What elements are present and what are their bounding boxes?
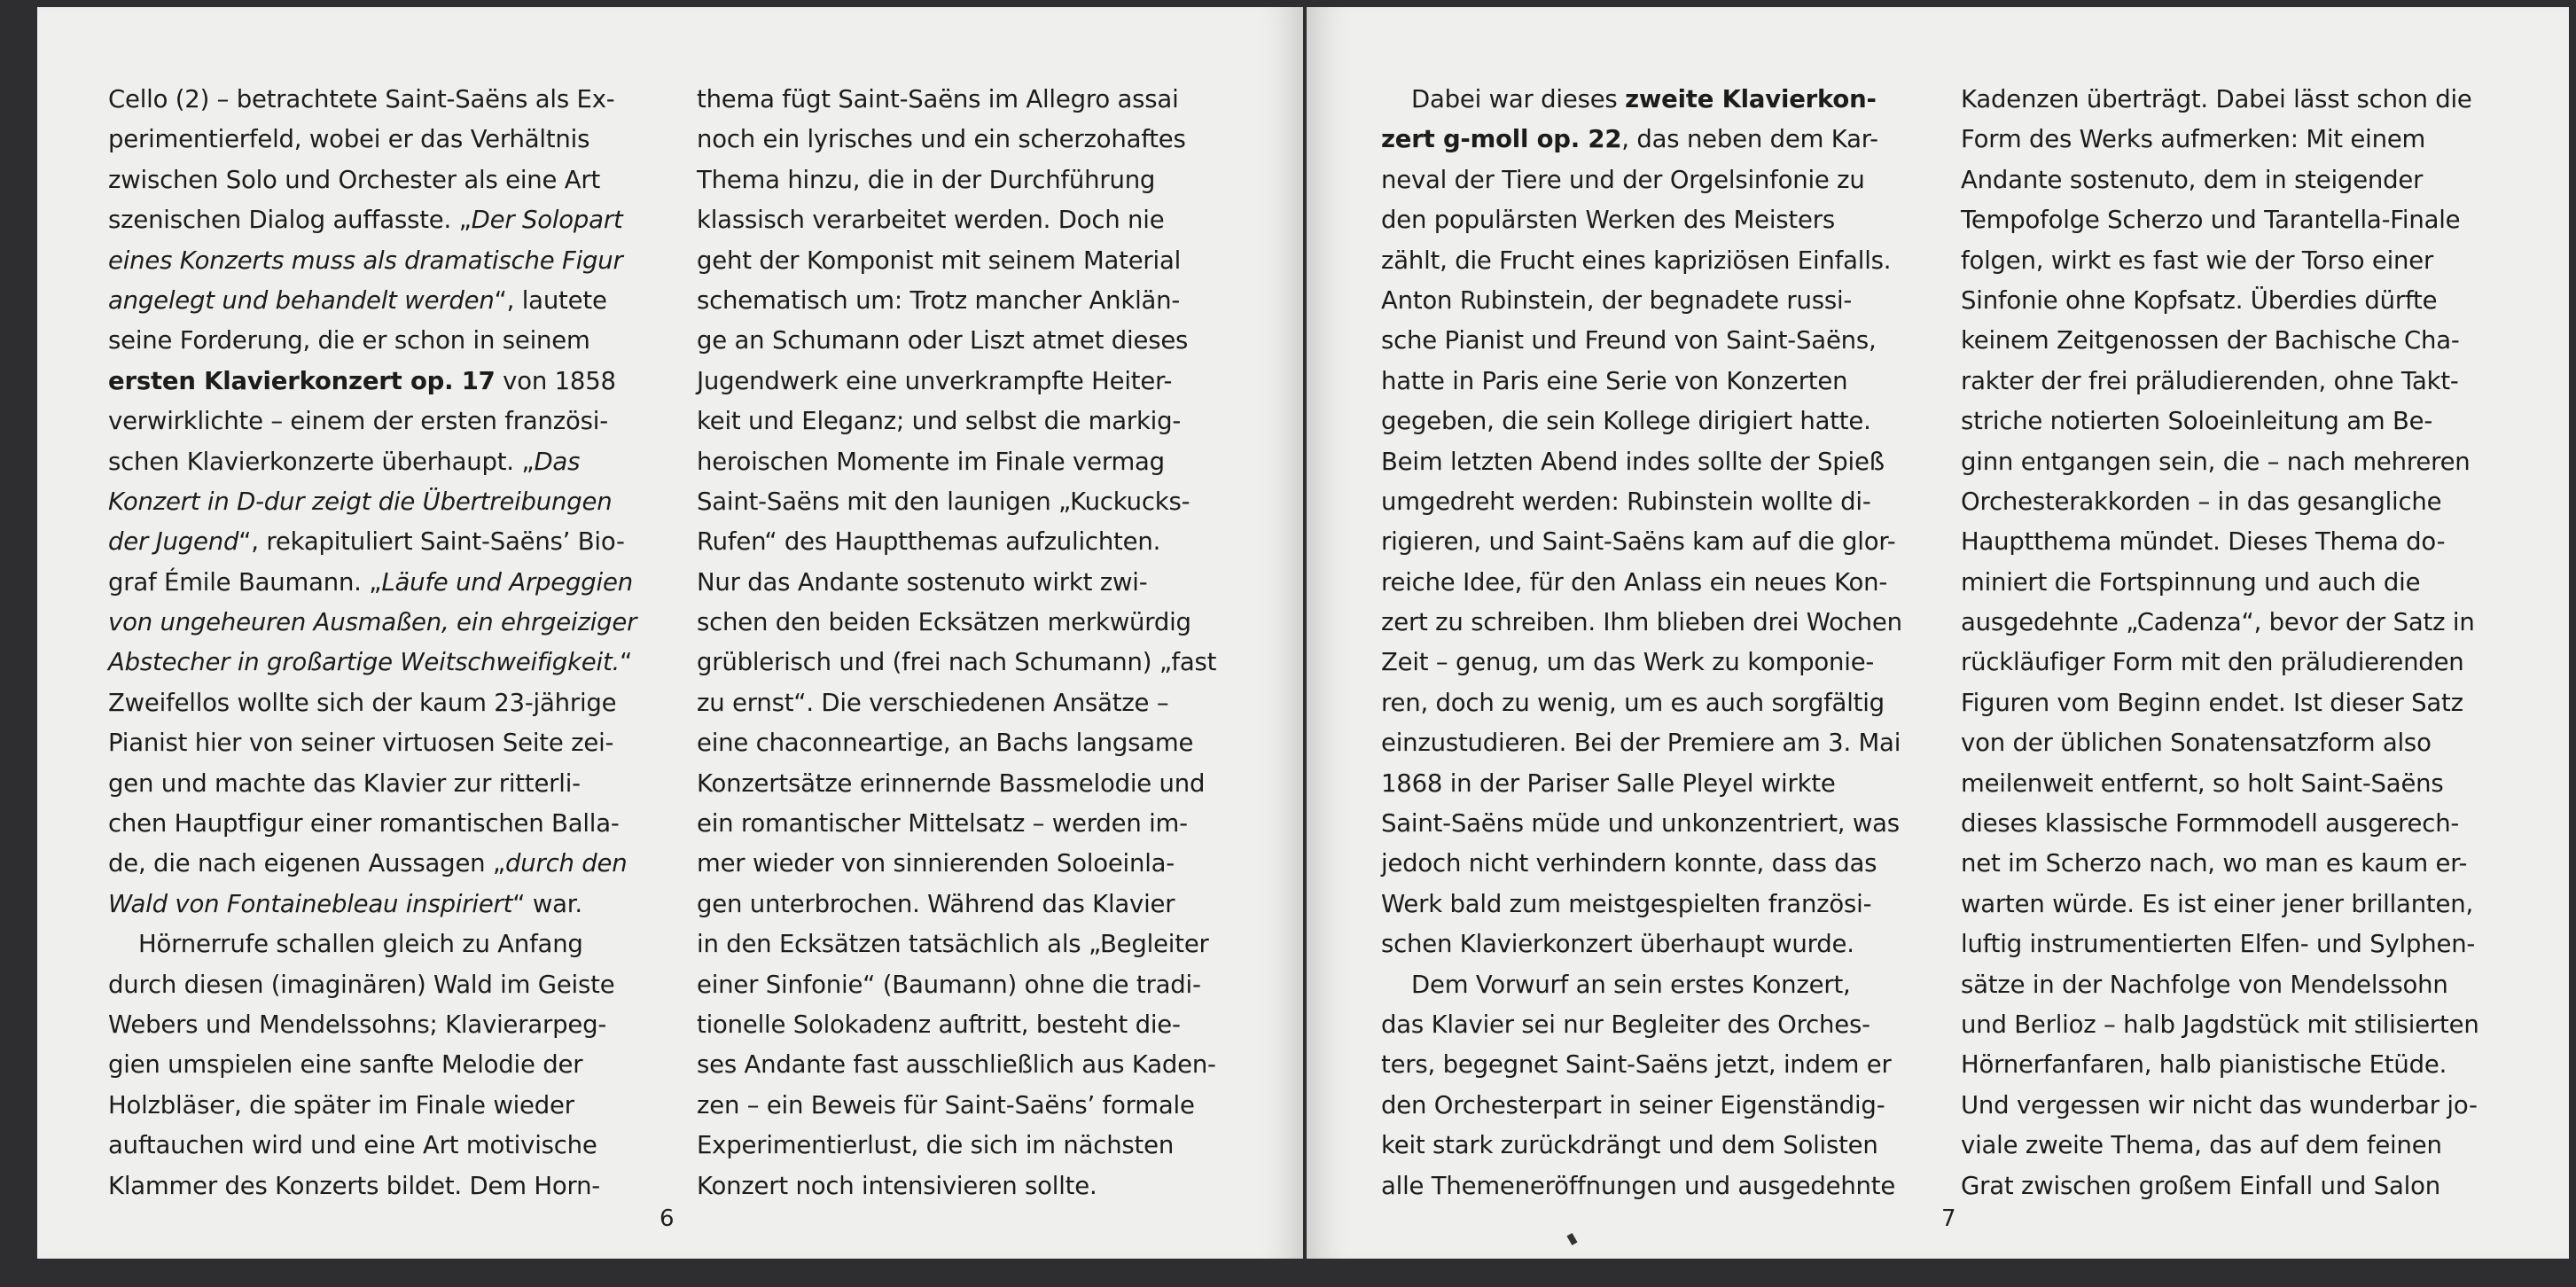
text-line: net im Scherzo nach, wo man es kaum er- bbox=[1961, 849, 2468, 878]
text-line: Hörnerrufe schallen gleich zu Anfang bbox=[138, 930, 583, 959]
text-line: noch ein lyrisches und ein scherzohaftes bbox=[697, 125, 1186, 154]
italic-quote: Der Solopart bbox=[471, 206, 623, 235]
italic-quote: Abstecher in großartige Weitschweifigkeit. bbox=[108, 648, 621, 677]
text-line: zen – ein Beweis für Saint-Saëns’ formale bbox=[697, 1090, 1195, 1119]
text-line: chen Hauptfigur einer romantischen Balla- bbox=[108, 809, 620, 838]
text-line: Thema hinzu, die in der Durchführung bbox=[697, 165, 1156, 194]
text-line: viale zweite Thema, das auf dem feinen bbox=[1961, 1131, 2442, 1160]
text-line: und Berlioz – halb Jagdstück mit stilisierten bbox=[1961, 1010, 2479, 1039]
text-line: ein romantischer Mittelsatz – werden im- bbox=[697, 809, 1188, 838]
text-line: Andante sostenuto, dem in steigender bbox=[1961, 165, 2424, 194]
text-line: zert g-moll op. 22, das neben dem Kar- bbox=[1381, 125, 1878, 154]
italic-quote: durch den bbox=[504, 849, 628, 878]
right-page-column-1 bbox=[1381, 80, 1902, 1206]
bold-work-title: zweite Klavierkon- bbox=[1625, 85, 1877, 113]
text-line: tionelle Solokadenz auftritt, besteht die- bbox=[697, 1010, 1181, 1039]
italic-quote: Wald von Fontainebleau inspiriert bbox=[108, 889, 513, 918]
text-line: einzustudieren. Bei der Premiere am 3. Mai bbox=[1381, 729, 1901, 758]
italic-quote: Konzert in D-dur zeigt die Übertreibungen bbox=[108, 487, 613, 516]
text-line: Saint-Saëns müde und unkonzentriert, was bbox=[1381, 809, 1900, 838]
text-line: thema fügt Saint-Saëns im Allegro assai bbox=[697, 85, 1179, 113]
text-line: Wald von Fontainebleau inspiriert“ war. bbox=[108, 889, 582, 918]
text-line: rückläufiger Form mit den präludierenden bbox=[1961, 648, 2464, 677]
text-line: durch diesen (imaginären) Wald im Geiste bbox=[108, 970, 615, 999]
text-line: graf Émile Baumann. „Läufe und Arpeggien bbox=[108, 567, 633, 597]
text-line: Werk bald zum meistgespielten französi- bbox=[1381, 889, 1872, 918]
text-line: verwirklichte – einem der ersten französi- bbox=[108, 407, 608, 436]
text-line: Kadenzen überträgt. Dabei lässt schon die bbox=[1961, 85, 2472, 113]
text-line: jedoch nicht verhindern konnte, dass das bbox=[1381, 849, 1877, 878]
text-line: Tempofolge Scherzo und Tarantella-Finale bbox=[1961, 206, 2461, 235]
text-line: von der üblichen Sonatensatzform also bbox=[1961, 729, 2432, 758]
text-line: ters, begegnet Saint-Saëns jetzt, indem er bbox=[1381, 1050, 1892, 1080]
bold-work-title: ersten Klavierkonzert op. 17 bbox=[108, 366, 496, 395]
text-line: Form des Werks aufmerken: Mit einem bbox=[1961, 125, 2426, 154]
text-line: Zeit – genug, um das Werk zu komponie- bbox=[1381, 648, 1875, 677]
text-line: auftauchen wird und eine Art motivische bbox=[108, 1131, 597, 1160]
text-line: Grat zwischen großem Einfall und Salon bbox=[1961, 1171, 2440, 1200]
text-line: warten würde. Es ist einer jener brillanten, bbox=[1961, 889, 2474, 918]
text-line: Experimentierlust, die sich im nächsten bbox=[697, 1131, 1175, 1160]
text-line: gegeben, die sein Kollege dirigiert hatte. bbox=[1381, 407, 1871, 436]
text-line: Beim letzten Abend indes sollte der Spieß bbox=[1381, 447, 1885, 476]
italic-quote: der Jugend bbox=[108, 527, 239, 557]
text-line: Hörnerfanfaren, halb pianistische Etüde. bbox=[1961, 1050, 2447, 1080]
text-line: Orchesterakkorden – in das gesangliche bbox=[1961, 487, 2442, 516]
text-line: Abstecher in großartige Weitschweifigkeit.“ bbox=[108, 648, 633, 677]
text-line: schen Klavierkonzert überhaupt wurde. bbox=[1381, 930, 1854, 959]
text-line: de, die nach eigenen Aussagen „durch den bbox=[108, 849, 628, 878]
text-line: gien umspielen eine sanfte Melodie der bbox=[108, 1050, 583, 1080]
text-line: hatte in Paris eine Serie von Konzerten bbox=[1381, 366, 1848, 395]
text-line: Konzert noch intensivieren sollte. bbox=[697, 1171, 1097, 1200]
text-line: ses Andante fast ausschließlich aus Kaden- bbox=[697, 1050, 1216, 1080]
italic-quote: angelegt und behandelt werden bbox=[108, 285, 495, 315]
text-line: reiche Idee, für den Anlass ein neues Kon- bbox=[1381, 567, 1888, 597]
text-line bbox=[108, 241, 636, 281]
text-line: eine chaconneartige, an Bachs langsame bbox=[697, 729, 1194, 758]
text-line: zu ernst“. Die verschiedenen Ansätze – bbox=[697, 688, 1169, 717]
right-page-column-2 bbox=[1961, 80, 2479, 1206]
text-line: geht der Komponist mit seinem Material bbox=[697, 246, 1182, 275]
text-line: meilenweit entfernt, so holt Saint-Saëns bbox=[1961, 768, 2444, 798]
left-page-column-2 bbox=[697, 80, 1216, 1206]
text-line: neval der Tiere und der Orgelsinfonie zu bbox=[1381, 165, 1865, 194]
text-line bbox=[108, 482, 636, 522]
text-line: Nur das Andante sostenuto wirkt zwi- bbox=[697, 567, 1148, 597]
text-line: keinem Zeitgenossen der Bachische Cha- bbox=[1961, 326, 2460, 355]
text-line: schen Klavierkonzerte überhaupt. „Das bbox=[108, 447, 581, 476]
text-line: ren, doch zu wenig, um es auch sorgfältig bbox=[1381, 688, 1885, 717]
text-line: zwischen Solo und Orchester als eine Art bbox=[108, 165, 601, 194]
text-line: einer Sinfonie“ (Baumann) ohne die tradi- bbox=[697, 970, 1201, 999]
text-line: Jugendwerk eine unverkrampfte Heiter- bbox=[697, 366, 1173, 395]
text-line: Figuren vom Beginn endet. Ist dieser Satz bbox=[1961, 688, 2463, 717]
text-line: das Klavier sei nur Begleiter des Orches- bbox=[1381, 1010, 1870, 1039]
italic-quote: Läufe und Arpeggien bbox=[381, 567, 633, 597]
text-line: Hauptthema mündet. Dieses Thema do- bbox=[1961, 527, 2446, 557]
text-line: folgen, wirkt es fast wie der Torso einer bbox=[1961, 246, 2434, 275]
text-line: der Jugend“, rekapituliert Saint-Saëns’ Bio- bbox=[108, 527, 625, 557]
text-line: Saint-Saëns mit den launigen „Kuckucks- bbox=[697, 487, 1190, 516]
text-line: Konzertsätze erinnernde Bassmelodie und bbox=[697, 768, 1206, 798]
text-line: Anton Rubinstein, der begnadete russi- bbox=[1381, 285, 1853, 315]
italic-quote: eines Konzerts muss als dramatische Figur bbox=[108, 246, 623, 275]
text-line: Dem Vorwurf an sein erstes Konzert, bbox=[1411, 970, 1851, 999]
text-line: zählt, die Frucht eines kapriziösen Einfalls. bbox=[1381, 246, 1892, 275]
text-line bbox=[108, 603, 636, 643]
text-line: ersten Klavierkonzert op. 17 von 1858 bbox=[108, 366, 616, 395]
right-page bbox=[1307, 7, 2569, 1259]
text-line: in den Ecksätzen tatsächlich als „Begleiter bbox=[697, 930, 1209, 959]
text-line: luftig instrumentierten Elfen- und Sylphen- bbox=[1961, 930, 2476, 959]
text-line: szenischen Dialog auffasste. „Der Solopart bbox=[108, 206, 623, 235]
text-line: alle Themeneröffnungen und ausgedehnte bbox=[1381, 1171, 1896, 1200]
bold-work-title: zert g-moll op. 22 bbox=[1381, 125, 1622, 154]
page-number: 6 bbox=[660, 1205, 675, 1232]
text-line: keit stark zurückdrängt und dem Solisten bbox=[1381, 1131, 1878, 1160]
left-page-column-1 bbox=[108, 80, 636, 1206]
text-line: Rufen“ des Hauptthemas aufzulichten. bbox=[697, 527, 1161, 557]
text-line: Pianist hier von seiner virtuosen Seite zei- bbox=[108, 729, 614, 758]
text-line: sche Pianist und Freund von Saint-Saëns, bbox=[1381, 326, 1877, 355]
text-line: rakter der frei präludierenden, ohne Takt- bbox=[1961, 366, 2459, 395]
text-line: miniert die Fortspinnung und auch die bbox=[1961, 567, 2421, 597]
text-line: Und vergessen wir nicht das wunderbar jo- bbox=[1961, 1090, 2478, 1119]
text-line: den populärsten Werken des Meisters bbox=[1381, 206, 1835, 235]
text-line: ginn entgangen sein, die – nach mehreren bbox=[1961, 447, 2471, 476]
italic-quote: Das bbox=[534, 447, 581, 476]
text-line: Cello (2) – betrachtete Saint-Saëns als Ex- bbox=[108, 85, 615, 113]
text-line: ge an Schumann oder Liszt atmet dieses bbox=[697, 326, 1189, 355]
left-page bbox=[37, 7, 1303, 1259]
text-line: keit und Eleganz; und selbst die markig- bbox=[697, 407, 1182, 436]
text-line: gen und machte das Klavier zur ritterli- bbox=[108, 768, 581, 798]
text-line: rigieren, und Saint-Saëns kam auf die glor- bbox=[1381, 527, 1896, 557]
text-line: angelegt und behandelt werden“, lautete bbox=[108, 285, 607, 315]
text-line: schematisch um: Trotz mancher Anklän- bbox=[697, 285, 1181, 315]
text-line: mer wieder von sinnierenden Soloeinla- bbox=[697, 849, 1175, 878]
text-line: ausgedehnte „Cadenza“, bevor der Satz in bbox=[1961, 608, 2475, 637]
text-line: striche notierten Soloeinleitung am Be- bbox=[1961, 407, 2433, 436]
text-line: zert zu schreiben. Ihm blieben drei Wochen bbox=[1381, 608, 1902, 637]
text-line: Klammer des Konzerts bildet. Dem Horn- bbox=[108, 1171, 601, 1200]
text-line: klassisch verarbeitet werden. Doch nie bbox=[697, 206, 1165, 235]
text-line: Holzbläser, die später im Finale wieder bbox=[108, 1090, 574, 1119]
text-line: Dabei war dieses zweite Klavierkon- bbox=[1411, 85, 1877, 113]
text-line: den Orchesterpart in seiner Eigenständig- bbox=[1381, 1090, 1885, 1119]
text-line: perimentierfeld, wobei er das Verhältnis bbox=[108, 125, 590, 154]
text-line: gen unterbrochen. Während das Klavier bbox=[697, 889, 1175, 918]
text-line: seine Forderung, die er schon in seinem bbox=[108, 326, 590, 355]
text-line: schen den beiden Ecksätzen merkwürdig bbox=[697, 608, 1191, 637]
text-line: Sinfonie ohne Kopfsatz. Überdies dürfte bbox=[1961, 285, 2438, 315]
text-line: Webers und Mendelssohns; Klavierarpeg- bbox=[108, 1010, 607, 1039]
page-number: 7 bbox=[1941, 1205, 1956, 1232]
text-line: Zweifellos wollte sich der kaum 23-jährige bbox=[108, 688, 617, 717]
text-line: heroischen Momente im Finale vermag bbox=[697, 447, 1165, 476]
text-line: umgedreht werden: Rubinstein wollte di- bbox=[1381, 487, 1871, 516]
text-line: dieses klassische Formmodell ausgerech- bbox=[1961, 809, 2460, 838]
text-line: sätze in der Nachfolge von Mendelssohn bbox=[1961, 970, 2448, 999]
text-line: grüblerisch und (frei nach Schumann) „fast bbox=[697, 648, 1217, 677]
text-line: 1868 in der Pariser Salle Pleyel wirkte bbox=[1381, 768, 1836, 798]
italic-quote: von ungeheuren Ausmaßen, ein ehrgeiziger bbox=[108, 608, 637, 637]
